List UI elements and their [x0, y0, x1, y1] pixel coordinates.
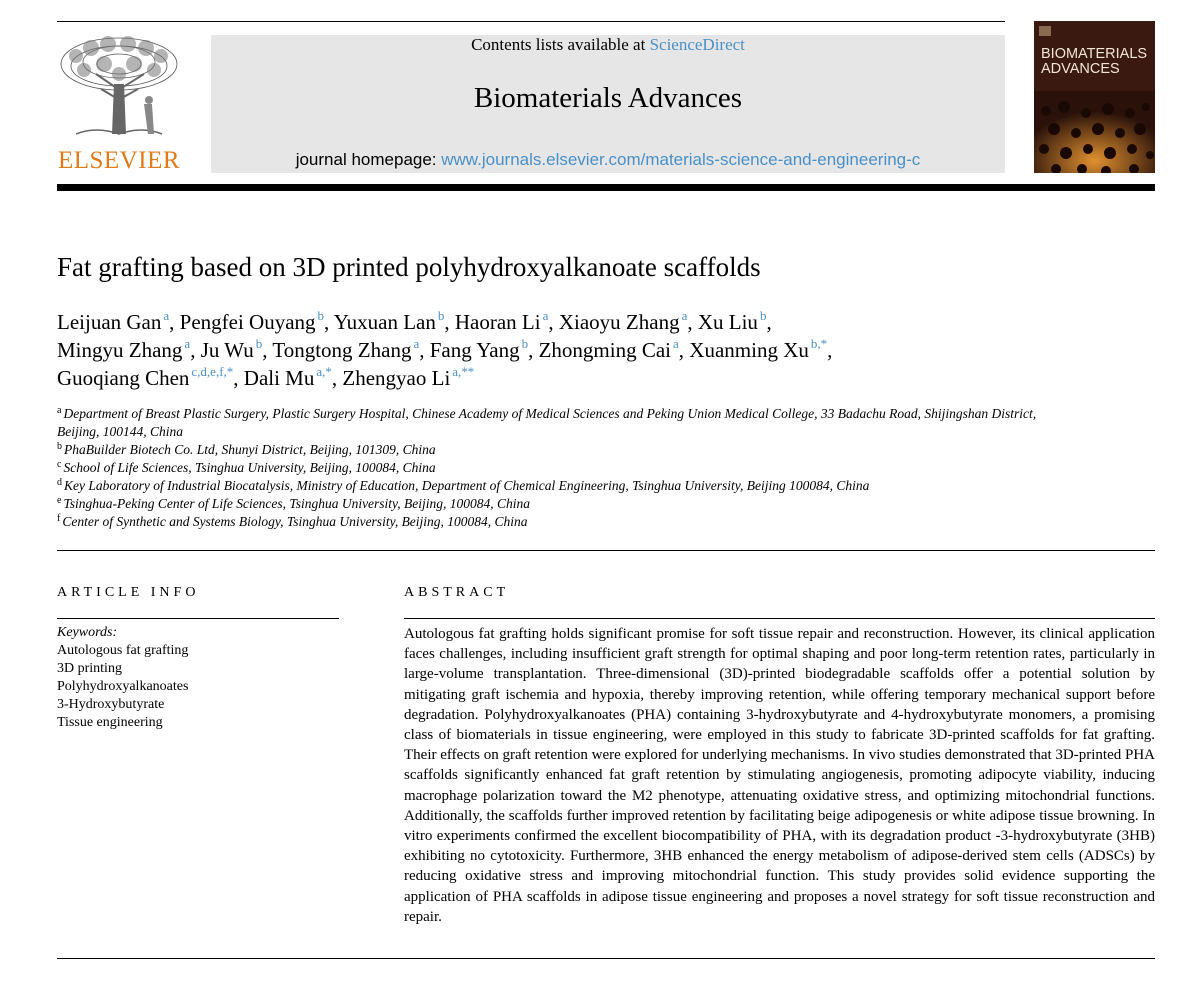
affiliation-key: c: [57, 459, 62, 470]
author-name: Pengfei Ouyang: [179, 310, 316, 334]
section-divider: [57, 550, 1155, 551]
journal-cover-image[interactable]: [1034, 21, 1155, 173]
affiliation-text: School of Life Sciences, Tsinghua University, Beijing, 100084, China: [63, 460, 436, 475]
author-affil-sup[interactable]: b,*: [810, 336, 828, 351]
author[interactable]: [334, 310, 445, 334]
elsevier-wordmark[interactable]: ELSEVIER: [57, 147, 181, 174]
affiliation-text: Center of Synthetic and Systems Biology, Tsinghua University, Beijing, 100084, China: [62, 514, 528, 529]
author[interactable]: [430, 338, 528, 362]
author[interactable]: [57, 338, 190, 362]
keyword-item: Autologous fat grafting: [57, 643, 189, 658]
homepage-line: [211, 150, 1005, 170]
affiliation-text: Tsinghua-Peking Center of Life Sciences, Tsinghua University, Beijing, 100084, China: [63, 496, 531, 511]
author[interactable]: [539, 338, 679, 362]
keywords-block: [57, 624, 188, 732]
affiliation-item: [57, 405, 1057, 441]
affiliation-text: Department of Breast Plastic Surgery, Plastic Surgery Hospital, Chinese Academy of Medical Sciences and Peking Union Medical College, 33 Badachu Road, Shijingshan District, Beijing, 100144, China: [57, 406, 1037, 439]
elsevier-tree-logo-icon: [56, 34, 182, 146]
author-affil-sup[interactable]: a: [542, 308, 549, 323]
author-name: Dali Mu: [243, 366, 315, 390]
header-top-rule: [57, 21, 1005, 22]
author-name: Leijuan Gan: [57, 310, 162, 334]
affiliation-key: e: [57, 495, 62, 506]
journal-title: Biomaterials Advances: [473, 82, 743, 114]
author-affil-sup[interactable]: a,*: [316, 364, 332, 379]
keyword-item: Polyhydroxyalkanoates: [57, 679, 189, 694]
author-list: Leijuan Gan $^a$, Pengfei Ouyang $^b$, Yuxuan Lan $^b$, Haoran Li $^a$, Xiaoyu Zhang $^a$, Xu Liu $^b$, Mingyu Zhang $^a$, Ju Wu $^b$, Tongtong Zhang $^a$, Fang Yang $^b$, Zhongming Cai $^a$, Xuanming Xu $^{b,*}$, Guoqiang Chen $^{c,d,e,f,*}$, Dali Mu $^{a,*}$, Zhengyao Li $^{a,**}$: [57, 308, 833, 390]
author[interactable]: [57, 310, 169, 334]
article-title: Fat grafting based on 3D printed polyhydroxyalkanoate scaffolds: [57, 252, 761, 282]
author-affil-sup[interactable]: a: [163, 308, 170, 323]
author-name: Guoqiang Chen: [57, 366, 190, 390]
affiliation-key: d: [57, 477, 62, 488]
abstract-text: Autologous fat grafting holds significant promise for soft tissue repair and reconstruction. However, its clinical application faces challenges, including insufficient graft strength for optimal shaping and poor long-term retention rates, particularly in large-volume transplantation. Three-dimensional (3D)-printed biodegradable scaffolds offer a potential solution by mitigating graft ischemia and hypoxia, thereby improving retention, while offering temporary mechanical support before degradation. Polyhydroxyalkanoates (PHA) containing 3-hydroxybutyrate and 4-hydroxybutyrate monomers, a promising class of biomaterials in tissue engineering, were employed in this study to fabricate 3D-printed scaffolds for fat grafting. Their effects on graft retention were explored for underlying mechanisms. In vivo studies demonstrated that 3D-printed PHA scaffolds significantly enhanced fat graft retention by stimulating angiogenesis, promoting adipocyte viability, inducing macrophage polarization toward the M2 phenotype, attenuating oxidative stress, and optimizing mitochondrial functions. Additionally, the scaffolds further improved retention by facilitating beige adipogenesis or white adipose tissue browning. In vitro experiments confirmed the excellent biocompatibility of PHA, with its degradation product -3-hydroxybutyrate (3HB) exhibiting no cytotoxicity. Furthermore, 3HB enhanced the energy metabolism of adipose-derived stem cells (ADSCs) by reducing oxidative stress and improving mitochondrial function. This study provides solid evidence supporting the application of PHA scaffolds in adipose tissue engineering and proposes a novel strategy for soft tissue reconstruction and repair.: [404, 626, 1155, 925]
contents-line: [211, 35, 1005, 55]
article-info-rule: [57, 618, 339, 619]
affiliation-key: f: [57, 513, 61, 524]
author-affil-sup[interactable]: b: [437, 308, 445, 323]
affiliation-item: [57, 513, 1057, 531]
author-name: Zhongming Cai: [538, 338, 672, 362]
author-affil-sup[interactable]: c,d,e,f,*: [191, 364, 234, 379]
author[interactable]: [180, 310, 324, 334]
author[interactable]: [342, 366, 474, 390]
author-affil-sup[interactable]: a,**: [452, 364, 475, 379]
affiliation-item: [57, 495, 1057, 513]
author-affil-sup[interactable]: b: [759, 308, 767, 323]
affiliation-key: a: [57, 405, 62, 416]
affiliation-item: [57, 441, 1057, 459]
author-affil-sup[interactable]: b: [317, 308, 325, 323]
author[interactable]: [559, 310, 688, 334]
keyword-item: Tissue engineering: [57, 715, 163, 730]
author-name: Mingyu Zhang: [57, 338, 183, 362]
author-affil-sup[interactable]: b: [521, 336, 529, 351]
abstract-rule: [404, 618, 1155, 619]
author[interactable]: [698, 310, 767, 334]
affiliation-item: [57, 459, 1057, 477]
affiliation-item: [57, 477, 1057, 495]
affiliation-text: PhaBuilder Biotech Co. Ltd, Shunyi District, Beijing, 101309, China: [64, 442, 436, 457]
author-affil-sup[interactable]: b: [255, 336, 263, 351]
author[interactable]: [201, 338, 263, 362]
author-name: Xuanming Xu: [689, 338, 809, 362]
author[interactable]: [57, 366, 233, 390]
article-info-heading: ARTICLE INFO: [57, 585, 200, 600]
author[interactable]: [272, 338, 419, 362]
author-name: Yuxuan Lan: [333, 310, 436, 334]
abstract-heading: ABSTRACT: [404, 585, 510, 600]
author-name: Zhengyao Li: [342, 366, 451, 390]
author[interactable]: [689, 338, 827, 362]
author-name: Xiaoyu Zhang: [558, 310, 680, 334]
homepage-link[interactable]: www.journals.elsevier.com/materials-science-and-engineering-c: [441, 150, 921, 169]
cover-title-line1: BIOMATERIALS: [1041, 46, 1148, 62]
affiliation-key: b: [57, 441, 62, 452]
keywords-label: Keywords:: [57, 625, 118, 640]
contents-prefix: Contents lists available at: [471, 35, 650, 54]
cover-title-line2: ADVANCES: [1041, 61, 1120, 77]
author-affil-sup[interactable]: a: [413, 336, 420, 351]
author-name: Fang Yang: [429, 338, 520, 362]
cover-title: [1041, 47, 1147, 77]
author-affil-sup[interactable]: a: [184, 336, 191, 351]
author-name: Ju Wu: [200, 338, 254, 362]
author[interactable]: [455, 310, 549, 334]
sciencedirect-link[interactable]: ScienceDirect: [649, 35, 745, 54]
author-affil-sup[interactable]: a: [681, 308, 688, 323]
keyword-item: 3D printing: [57, 661, 122, 676]
affiliation-text: Key Laboratory of Industrial Biocatalysis, Ministry of Education, Department of Chemical Engineering, Tsinghua University, Beijing 100084, China: [64, 478, 870, 493]
header-thick-rule: [57, 184, 1155, 191]
author[interactable]: [244, 366, 332, 390]
bottom-rule: [57, 958, 1155, 959]
author-name: Xu Liu: [697, 310, 758, 334]
author-name: Tongtong Zhang: [272, 338, 412, 362]
homepage-prefix: journal homepage:: [295, 150, 442, 169]
author-name: Haoran Li: [454, 310, 541, 334]
keyword-item: 3-Hydroxybutyrate: [57, 697, 165, 712]
affiliation-list: [57, 405, 1057, 531]
author-affil-sup[interactable]: a: [673, 336, 679, 351]
